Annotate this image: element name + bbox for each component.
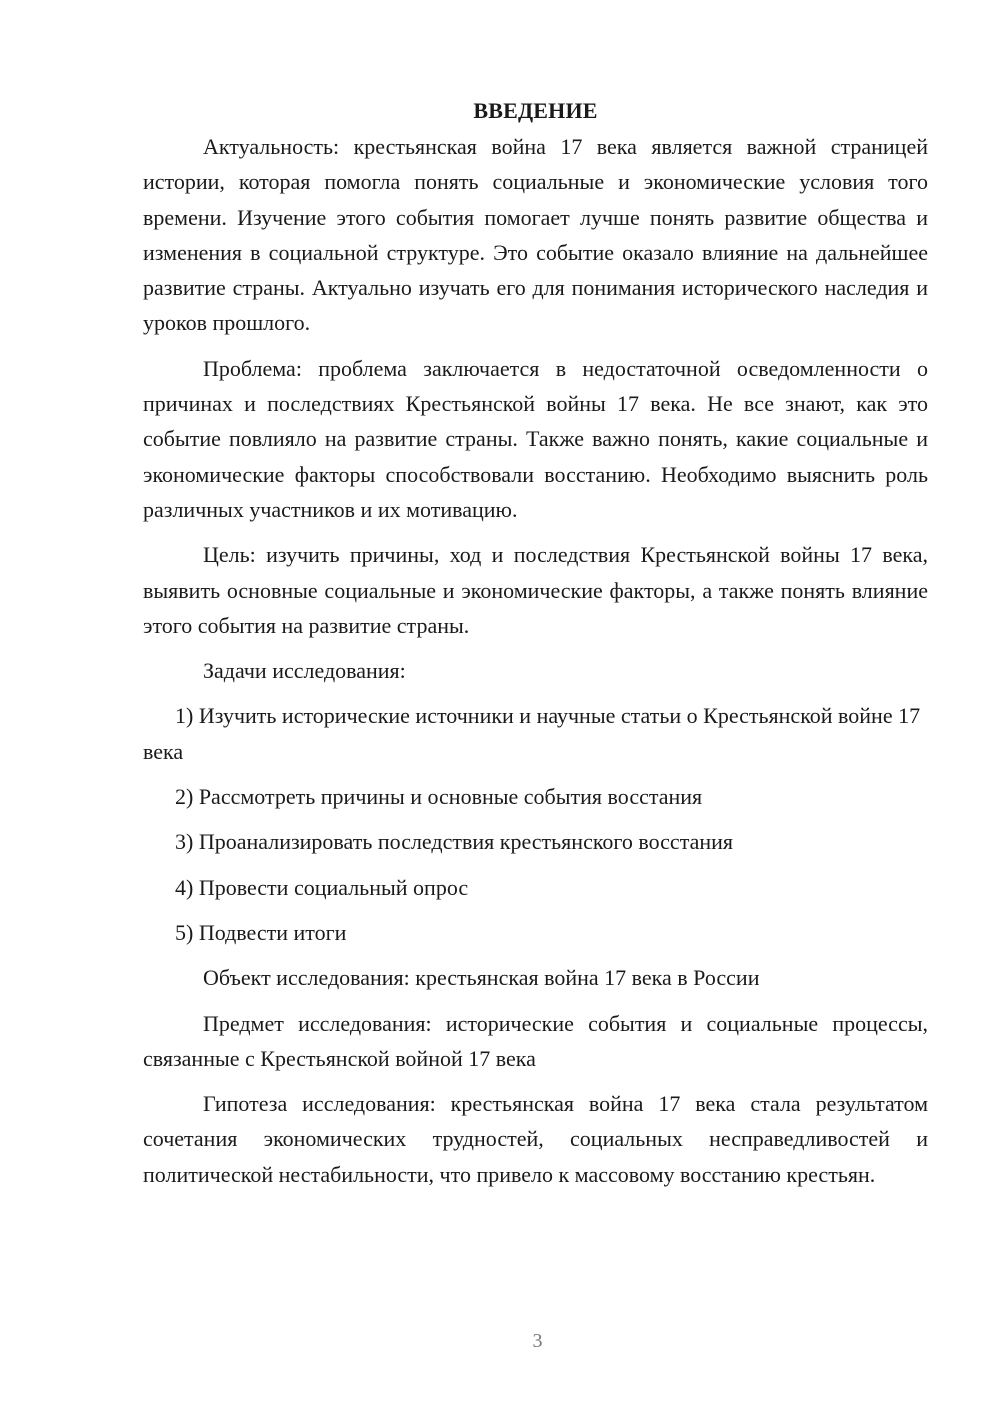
hypothesis-paragraph: Гипотеза исследования: крестьянская война 17 века стала результатом сочетания экономических трудностей, социальных несправедливостей и политической нестабильности, что привело к массовому восстанию крестьян. — [143, 1091, 928, 1187]
goal-paragraph: Цель: изучить причины, ход и последствия Крестьянской войны 17 века, выявить основные социальные и экономические факторы, а также понять влияние этого события на развитие страны. — [143, 542, 928, 638]
section-heading: ВВЕДЕНИЕ — [473, 98, 598, 123]
relevance-paragraph: Актуальность: крестьянская война 17 века является важной страницей истории, которая помогла понять социальные и экономические условия того времени. Изучение этого события помогает лучше понять развитие общества и изменения в социальной структуре. Это событие оказало влияние на дальнейшее развитие страны. Актуально изучать его для понимания исторического наследия и уроков прошлого. — [143, 134, 928, 336]
tasks-list — [143, 698, 928, 950]
task-item-4: 4) Провести социальный опрос — [175, 874, 469, 900]
task-item-1: 1) Изучить исторические источники и научные статьи о Крестьянской войне 17 века — [143, 703, 921, 764]
page-content — [143, 93, 928, 1202]
problem-paragraph: Проблема: проблема заключается в недостаточной осведомленности о причинах и последствиях Крестьянской войны 17 века. Не все знают, как это событие повлияло на развитие страны. Также важно понять, какие социальные и экономические факторы способствовали восстанию. Необходимо выяснить роль различных участников и их мотивацию. — [143, 355, 928, 522]
object-paragraph: Объект исследования: крестьянская война 17 века в России — [203, 965, 760, 991]
task-item-3: 3) Проанализировать последствия крестьянского восстания — [175, 829, 734, 855]
task-item-5: 5) Подвести итоги — [175, 919, 347, 945]
page-number: 3 — [532, 1330, 543, 1352]
subject-paragraph: Предмет исследования: исторические события и социальные процессы, связанные с Крестьянской войной 17 века — [143, 1010, 928, 1071]
task-item-2: 2) Рассмотреть причины и основные события восстания — [175, 784, 703, 810]
tasks-title: Задачи исследования: — [203, 658, 406, 684]
